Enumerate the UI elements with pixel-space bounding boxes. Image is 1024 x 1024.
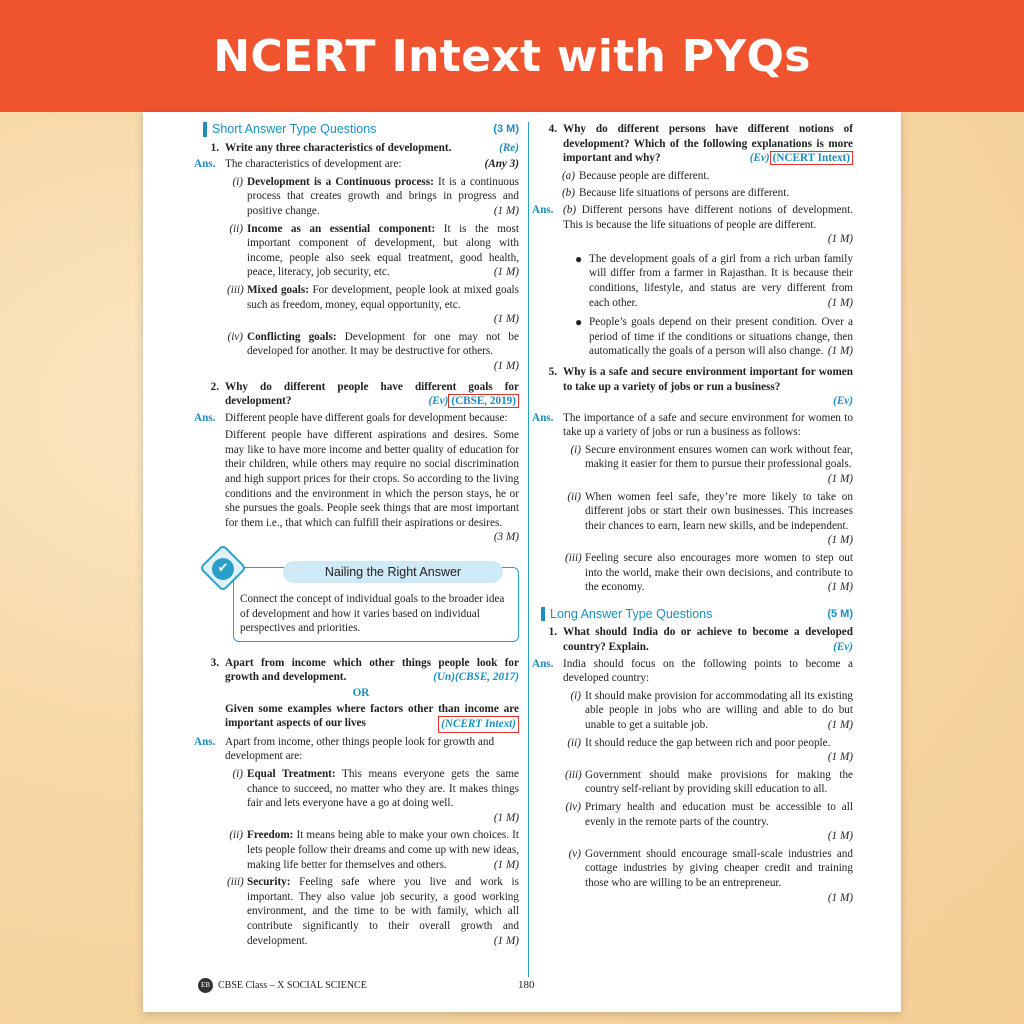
publisher-logo: EB [198, 978, 213, 993]
answer-3: Ans. Apart from income, other things people look for growth and development are: (i) Equal Treatment: This means everyone gets the same chance to succeed, no matter who they are. It makes things fair and lets everyone have a go at doing well. (1 M) (ii) Freedom: It means being able to make your own choices. It lets people follow their dreams and come up with new ideas, making life better for themselves and others. (1 M) (iii) Security: Feeling safe where you live and work is important. They also value job security, a good working environment, and the time to be with family, which all contribute significantly to their overall growth and development. (1 M) [194, 735, 519, 947]
source-badge: (NCERT Intext) [770, 151, 853, 165]
book-page [143, 112, 901, 1012]
list-item: (iii) Security: Feeling safe where you live and work is important. They also value job security, a good working environment, and the time to be with family, which all contribute significantly to their overall growth and development. (1 M) [227, 876, 519, 947]
question-1: 1. Write any three characteristics of development. (Re) [210, 141, 519, 154]
list-item: (ii) Freedom: It means being able to make your own choices. It lets people follow their dreams and come up with new ideas, making life better for themselves and others. (1 M) [229, 829, 519, 871]
or-separator: OR [352, 687, 370, 699]
list-item: (iii) Government should make provisions for making the country self-reliant by providing skill education to all. [565, 768, 853, 796]
long-answer-heading: Long Answer Type Questions (5 M) [541, 607, 853, 622]
list-item: (v) Government should encourage small-scale industries and cottage industries by giving cheaper credit and training those who are willing to be an entrepreneur. (1 M) [568, 847, 853, 904]
list-item: ● People’s goals depend on their present condition. Over a period of time if the conditions or situations change, then automatically the goals of a person will also change. (1 M) [575, 315, 853, 358]
answer-2: Ans. Different people have different goals for development because: Different people have different aspirations and desires. Some may like to have more income and better quality of education for their children, while others may require no social discrimination and high support prices for their crops. So according to the living conditions and the environment in which the person stays, he or she pursues the goals. People seek things that are most important for them i.e., that which can fulfill their aspirations or desires. (3 M) [194, 411, 519, 544]
answer-4: Ans. (b) Different persons have different notions of development. This is because the life situations of people are different. (1 M) ● The development goals of a girl from a rich urban family will differ from a farmer in Rajasthan. It is because their conditions, lifestyle, and status are very different from each other. (1 M) ● People’s goals depend on their present condition. Over a period of time if the conditions or situations change, then automatically the goals of a person will also change. (1 M) [532, 203, 853, 358]
list-item: (i) It should make provision for accommodating all its existing able people in jobs who are willing and able to do but unable to get a suitable job. (1 M) [570, 689, 853, 731]
list-item: (iv) Conflicting goals: Development for one may not be developed for another. It may be destructive for others. (1 M) [227, 330, 519, 372]
short-answer-heading: Short Answer Type Questions (3 M) [203, 122, 519, 137]
tip-body: Connect the concept of individual goals to the broader idea of development and how it varies based on individual perspectives and priorities. [233, 567, 519, 642]
list-item: (iv) Primary health and education must be accessible to all evenly in the remote parts of the country. (1 M) [565, 800, 853, 843]
book-title: CBSE Class – X SOCIAL SCIENCE [218, 980, 367, 991]
page-number: 180 [518, 979, 535, 991]
list-item: (iii) Mixed goals: For development, people look at mixed goals such as freedom, money, equal opportunity, etc. (1 M) [227, 283, 520, 326]
source-badge: (CBSE, 2019) [448, 394, 519, 408]
option-a: (a) Because people are different. [561, 169, 710, 182]
left-column [194, 122, 520, 948]
list-item: (i) Equal Treatment: This means everyone gets the same chance to succeed, no matter who they are. It makes things fair and lets everyone have a go at doing well. (1 M) [232, 767, 519, 824]
source-badge: (NCERT Intext) [438, 716, 519, 733]
long-question-1: 1. What should India do or achieve to become a developed country? Explain. (Ev) [548, 626, 853, 653]
long-answer-1: Ans. India should focus on the following points to become a developed country: (i) It should make provision for accommodating all its existing able people in jobs who are willing and able to do but unable to get a suitable job. (1 M) (ii) It should reduce the gap between rich and poor people. (1 M) (iii) Government should make provisions for making the country self-reliant by providing skill education to all. (iv) Primary health and education must be accessible to all evenly in the remote parts of the country. (1 M) (v) Government should encourage small-scale industries and cottage industries by giving cheaper credit and training those who are willing to be an entrepreneur. (1 M) [532, 657, 853, 904]
list-item: (i) Secure environment ensures women can work without fear, making it easier for them to pursue their professional goals. (1 M) [570, 443, 853, 486]
header-banner [0, 0, 1024, 112]
question-5: 5. Why is a safe and secure environment important for women to take up a variety of jobs or run a business? (Ev) [548, 365, 853, 408]
option-b: (b) Because life situations of persons are different. [561, 187, 790, 200]
banner-title: NCERT Intext with PYQs [213, 30, 811, 82]
tip-title: Nailing the Right Answer [283, 561, 503, 583]
list-item: ● The development goals of a girl from a rich urban family will differ from a farmer in Rajasthan. It is because their conditions, lifestyle, and status are very different from each other. (1 M) [575, 251, 853, 309]
tip-box [217, 561, 519, 642]
check-icon: ✔ [212, 558, 234, 580]
list-item: (ii) Income as an essential component: It is the most important component of development, but along with income, people also seek equal treatment, good health, peace, literacy, job security, etc. (1 M) [229, 222, 519, 279]
page-footer [198, 978, 848, 996]
answer-5: Ans. The importance of a safe and secure environment for women to take up a variety of jobs or run a business as follows: (i) Secure environment ensures women can work without fear, making it easier for them to pursue their professional goals. (1 M) (ii) When women feel safe, they’re more likely to take on different jobs or start their own businesses. This increases their chances to earn, learn new skills, and be independent. (1 M) (iii) Feeling secure also encourages more women to step out into the world, make their own decisions, and contribute to the economy. (1 M) [532, 411, 853, 594]
level-tag: (Re) [499, 141, 519, 154]
question-2: 2. Why do different people have different goals for development? (Ev) (CBSE, 2019) [210, 380, 519, 408]
answer-1: Ans. The characteristics of development are: (Any 3) (i) Development is a Continuous process: It is a continuous process that creates growth and brings in progress and positive change. (1 M) (ii) Income as an essential component: It is the most important component of development, but along with income, people also seek equal treatment, good health, peace, literacy, job security, etc. (1 M) (iii) Mixed goals: For development, people look at mixed goals such as freedom, money, equal opportunity, etc. (1 M) (iv) Conflicting goals: Development for one may not be developed for another. It may be destructive for others. (1 M) [194, 158, 520, 372]
right-column [532, 122, 853, 905]
column-divider [528, 122, 529, 977]
list-item: (ii) It should reduce the gap between rich and poor people. (1 M) [567, 736, 853, 764]
list-item: (ii) When women feel safe, they’re more likely to take on different jobs or start their own businesses. This increases their chances to earn, learn new skills, and be independent. (1 M) [567, 490, 853, 547]
question-3: 3. Apart from income which other things people look for growth and development. (Un)(CBSE, 2017) [210, 656, 519, 684]
question-4: 4. Why do different persons have different notions of development? Which of the following explanations is more important and why? (Ev) (NCERT Intext) [548, 123, 853, 165]
list-item: (iii) Feeling secure also encourages more women to step out into the world, make their own decisions, and contribute to the economy. (1 M) [565, 552, 853, 594]
list-item: (i) Development is a Continuous process: It is a continuous process that creates growth and brings in progress and positive change. (1 M) [232, 175, 519, 217]
question-3-alternate: Given some examples where factors other than income are important aspects of our lives (NCERT Intext) [203, 702, 519, 733]
